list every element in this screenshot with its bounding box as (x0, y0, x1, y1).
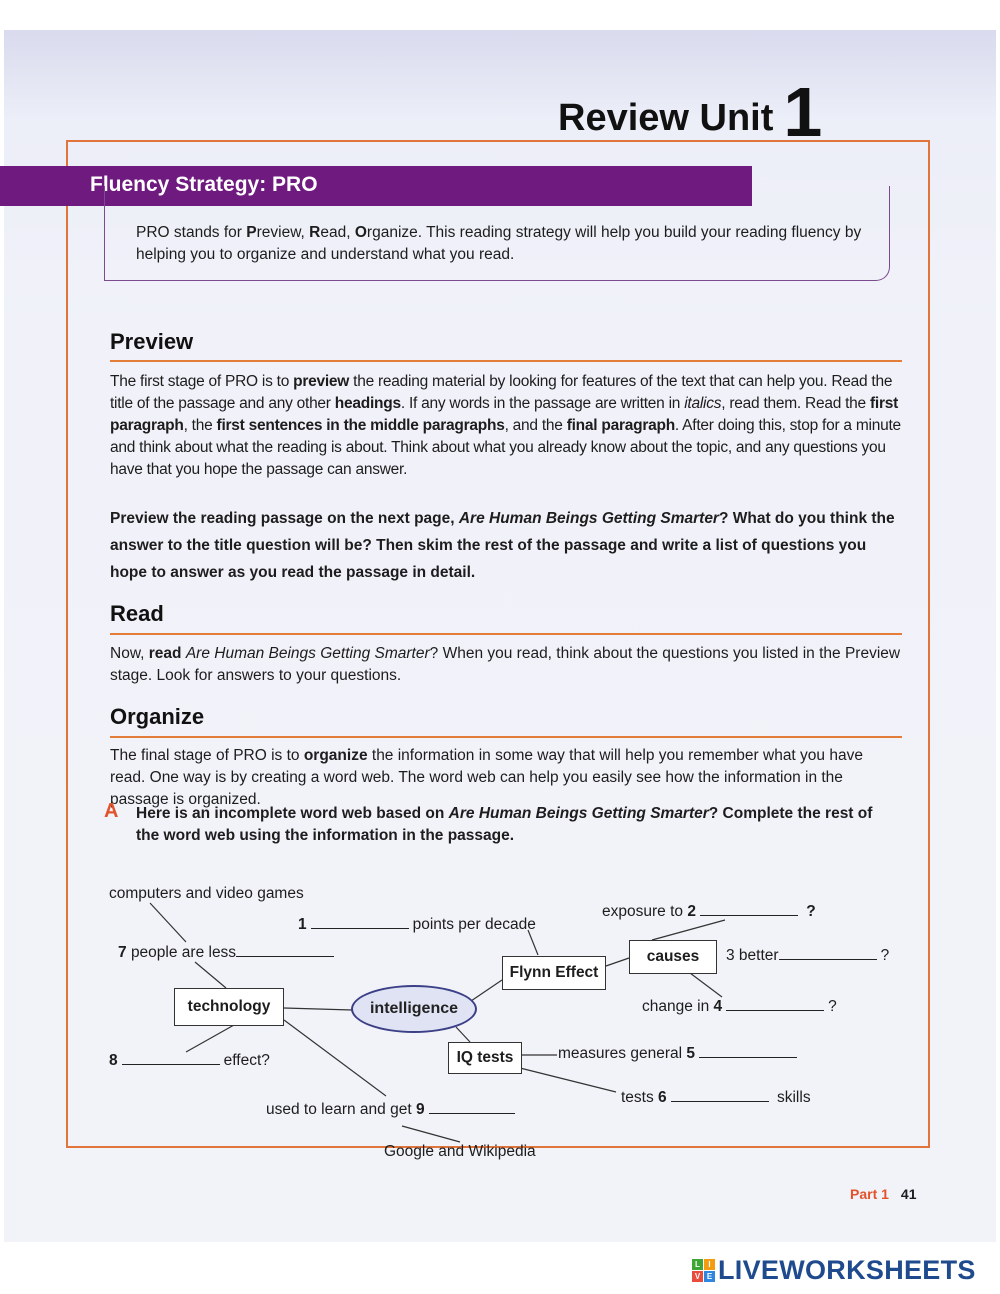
node-technology: technology (174, 988, 284, 1026)
logo-mark-icon: L I V E (692, 1259, 715, 1282)
web-item-5: measures general 5 (558, 1045, 801, 1063)
intro-text: PRO stands for Preview, Read, Organize. This reading strategy will help you build your reading fluency by helping you to organize and understand what you read. (136, 224, 862, 263)
node-iq-tests: IQ tests (448, 1042, 522, 1074)
answer-blank-9[interactable] (429, 1101, 515, 1114)
answer-blank-3[interactable] (779, 947, 877, 960)
answer-blank-6[interactable] (671, 1089, 769, 1102)
page-title: Review Unit 1 (558, 73, 823, 151)
answer-blank-4[interactable] (726, 998, 824, 1011)
web-item-6: tests 6 skills (621, 1089, 811, 1106)
web-item-7: 7 people are less (118, 944, 338, 962)
page-number: 41 (900, 1186, 917, 1202)
liveworksheets-logo (692, 1252, 976, 1288)
web-label-google: Google and Wikipedia (384, 1143, 536, 1160)
preview-task: Preview the reading passage on the next page, Are Human Beings Getting Smarter? What do you think the answer to the title question will be? Then skim the rest of the passage and write a list of questions you hope to answer as you read the passage in detail. (110, 510, 895, 581)
logo-text: LIVEWORKSHEETS (718, 1254, 976, 1285)
preview-heading: Preview (110, 329, 194, 354)
organize-paragraph: The final stage of PRO is to organize the information in some way that will help you remember what you have read. One way is by creating a word web. The word web can help you easily see how the information in the passage is organized. (110, 747, 863, 808)
web-item-4: change in 4 ? (642, 998, 837, 1015)
activity-instructions: Here is an incomplete word web based on Are Human Beings Getting Smarter? Complete the rest of the word web using the information in the passage. (136, 805, 873, 844)
web-item-8: 8 effect? (109, 1052, 270, 1069)
footer-part: Part 1 (850, 1186, 889, 1202)
web-item-2: exposure to 2 ? (602, 903, 816, 920)
answer-blank-5[interactable] (699, 1045, 797, 1058)
answer-blank-8[interactable] (122, 1052, 220, 1065)
answer-blank-1[interactable] (311, 916, 409, 929)
node-flynn-effect: Flynn Effect (502, 956, 606, 990)
activity-letter: A (104, 800, 119, 822)
web-item-9: used to learn and get 9 (266, 1101, 519, 1119)
web-item-1: 1 points per decade (298, 916, 536, 933)
node-causes: causes (629, 940, 717, 974)
preview-paragraph: The first stage of PRO is to preview the reading material by looking for features of the text that can help you. Read the title of the passage and any other headings. If any words in the passage are written in italics, read them. Read the first paragraph, the first sentences in the middle paragraphs, and the final paragraph. After doing this, stop for a minute and think about what the reading is about. Think about what you already know about the topic, and any questions you have that you hope the passage can answer. (110, 373, 901, 478)
organize-heading: Organize (110, 704, 205, 729)
read-heading: Read (110, 601, 164, 626)
answer-blank-2[interactable] (700, 903, 798, 916)
banner-title: Fluency Strategy: PRO (90, 173, 318, 196)
read-paragraph: Now, read Are Human Beings Getting Smarter? When you read, think about the questions you listed in the Preview stage. Look for answers to your questions. (110, 645, 901, 684)
web-label-computers: computers and video games (109, 885, 304, 902)
node-intelligence: intelligence (351, 985, 477, 1033)
answer-blank-7[interactable] (236, 944, 334, 957)
web-item-3: 3 better ? (726, 947, 890, 964)
page-footer (850, 1186, 917, 1202)
